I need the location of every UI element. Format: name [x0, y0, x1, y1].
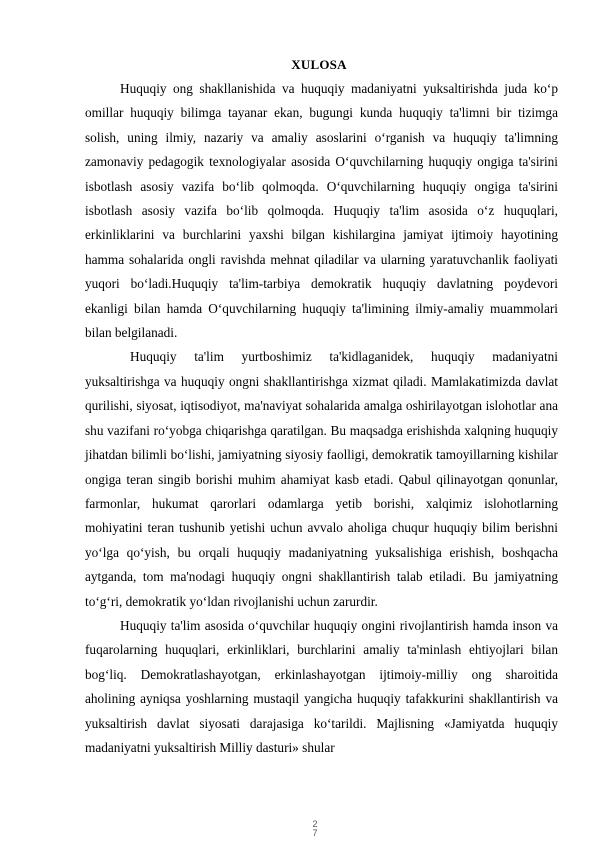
page-number [305, 820, 325, 838]
page-title: XULOSA [291, 57, 347, 72]
paragraph-3: Huquqiy ta'lim asosida o‘quvchilar huquqiy ongini rivojlantirish hamda inson va fuqarolarning huquqlari, erkinliklari, burchlarini amaliy ta'minlash ehtiyojlari bilan bog‘liq. Demokratlashayotgan, erkinlashayotgan ijtimoiy-milliy ong sharoitida aholining ayniqsa yoshlarning mustaqil yangicha huquqiy tafakkurini shakllantirish va yuksaltirish davlat siyosati darajasiga ko‘tarildi. Majlisning «Jamiyatda huquqiy madaniyatni yuksaltirish Milliy dasturi» shular [85, 617, 558, 755]
body-text [85, 77, 558, 760]
page-number-digit: 7 [312, 828, 318, 838]
paragraph-1: Huquqiy ong shakllanishida va huquqiy madaniyatni yuksaltirishda juda ko‘p omillar huquqiy bilimga tayanar ekan, bugungi kunda huquqiy ta'limni bir tizimga solish, uning ilmiy, nazariy va amaliy asoslarini o‘rganish va huquqiy ta'limning zamonaviy pedagogik texnologiyalar asosida O‘quvchilarning huquqiy ongiga ta'sirini isbotlash asosiy vazifa bo‘lib qolmoqda. O‘quvchilarning huquqiy ongiga ta'sirini isbotlash asosiy vazifa bo‘lib qolmoqda. Huquqiy ta'lim asosida o‘z huquqlari, erkinliklarini va burchlarini yaxshi bilgan kishilargina jamiyat ijtimoiy hayotining hamma sohalarida ongli ravishda mehnat qiladilar va ularning yaratuvchanlik faoliyati yuqori bo‘ladi.Huquqiy ta'lim-tarbiya demokratik huquqiy davlatning poydevori ekanligi bilan hamda O‘quvchilarning huquqiy ta'limining ilmiy-amaliy muammolari bilan belgilanadi. [85, 81, 558, 341]
page-number-digit: 2 [312, 819, 318, 829]
paragraph-2: Huquqiy ta'lim yurtboshimiz ta'kidlaganidek, huquqiy madaniyatni yuksaltirishga va huquqiy ongni shakllantirishga xizmat qiladi. Mamlakatimizda davlat qurilishi, siyosat, iqtisodiyot, ma'naviyat sohalarida amalga oshirilayotgan islohotlar ana shu vazifani ro‘yobga chiqarishga qaratilgan. Bu maqsadga erishishda xalqning huquqiy jihatdan bilimli bo‘lishi, jamiyatning siyosiy faolligi, demokratik tamoyillarning kishilar ongiga teran singib borishi muhim ahamiyat kasb etadi. Qabul qilinayotgan qonunlar, farmonlar, hukumat qarorlari odamlarga yetib borishi, xalqimiz islohotlarning mohiyatini teran tushunib yetishi uchun avvalo aholiga chuqur huquqiy bilim berishni yo‘lga qo‘yish, bu orqali huquqiy madaniyatning yuksalishiga erishish, boshqacha aytganda, tom ma'nodagi huquqiy ongni shakllantirish talab etiladi. Bu jamiyatning to‘g‘ri, demokratik yo‘ldan rivojlanishi uchun zarurdir. [85, 349, 558, 609]
